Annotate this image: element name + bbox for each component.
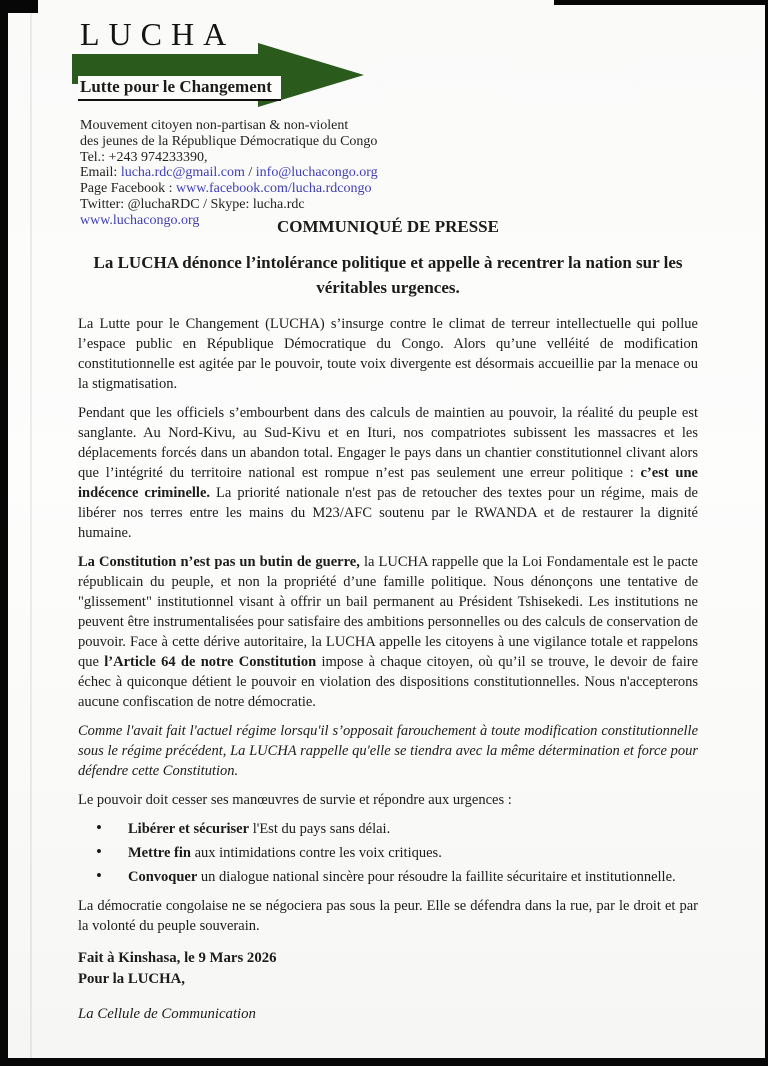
text-segment: Pendant que les officiels s’embourbent dans des calculs de maintien au pouvoir, la réalité du peuple est sanglante. Au Nord-Kivu, au Sud-Kivu et en Ituri, nos compatriotes subissent les massacres et les déplacements forcés dans un abandon total. Engager le pays dans un chantier constitutionnel clivant alors que l’intégrité du territoire national est rompue n’est pas seulement une erreur politique :: [78, 404, 698, 481]
text-segment: un dialogue national sincère pour résoudre la faillite sécuritaire et institutionnelle.: [197, 868, 676, 885]
text-segment: La Constitution n’est pas un butin de guerre,: [78, 553, 360, 570]
press-release-title: La LUCHA dénonce l’intolérance politique et appelle à recentrer la nation sur les véritables urgences.: [93, 252, 683, 297]
body-paragraph-italic: [78, 721, 698, 781]
text-segment: c’est une indécence criminelle.: [78, 464, 698, 501]
text-segment: Comme l'avait fait l'actuel régime lorsqu'il s’opposait farouchement à toute modification constitutionnelle sous le régime précédent, La LUCHA rappelle qu'elle se tiendra avec la même détermination et force pour défendre cette Constitution.: [78, 722, 698, 779]
paper-crease: [30, 0, 32, 1066]
org-info-block: [80, 118, 698, 229]
text-segment: La Lutte pour le Changement (LUCHA) s’insurge contre le climat de terreur intellectuelle qui pollue l’espace public en République Démocratique du Congo. Alors qu’une velléité de modification constitutionnelle est agitée par le pouvoir, toute voix divergente est désormais accueillie par la menace ou la stigmatisation.: [78, 315, 698, 392]
bullet-item: [78, 843, 698, 863]
urgences-intro-line: [78, 790, 698, 810]
text-segment: Twitter: @luchaRDC / Skype: lucha.rdc: [80, 196, 305, 212]
facebook-link[interactable]: www.facebook.com/lucha.rdcongo: [176, 181, 372, 197]
bullet-item: [78, 867, 698, 887]
text-segment: Page Facebook :: [80, 181, 177, 197]
text-segment: la LUCHA rappelle que la Loi Fondamentale est le pacte républicain du peuple, et non la propriété d’une famille politique. Nous dénonçons une tentative de "glissement" institutionnel visant à offrir un bail permanent au Président Tshisekedi. Les institutions ne peuvent être instrumentalisées pour satisfaire des ambitions personnelles ou des calculs de conservation de pouvoir. Face à cette dérive autoritaire, la LUCHA appelle les citoyens à une vigilance totale et rappelons que: [78, 553, 698, 670]
website-link[interactable]: www.luchacongo.org: [80, 212, 200, 228]
text-segment: des jeunes de la République Démocratique du Congo: [80, 133, 378, 149]
logo-wordmark: LUCHA: [80, 16, 236, 52]
phone-line: [80, 150, 698, 166]
bullet-item: [78, 819, 698, 839]
signature-line: La Cellule de Communication: [78, 1005, 256, 1022]
scan-edge-top-right: [554, 0, 768, 5]
email-gmail-link[interactable]: lucha.rdc@gmail.com: [120, 165, 245, 181]
date-line: Fait à Kinshasa, le 9 Mars 2026: [78, 949, 277, 966]
logo-tagline: Lutte pour le Changement: [78, 76, 281, 101]
text-segment: Libérer et sécuriser: [128, 820, 250, 837]
body-paragraph: [78, 403, 698, 543]
body-paragraph: [78, 552, 698, 712]
facebook-line: [80, 181, 698, 197]
org-description-line: [80, 134, 698, 150]
text-segment: l’Article 64 de notre Constitution: [104, 653, 317, 670]
text-segment: Le pouvoir doit cesser ses manœuvres de survie et répondre aux urgences :: [78, 791, 512, 808]
lucha-logo: [78, 16, 698, 102]
text-segment: Mettre fin: [128, 844, 191, 861]
email-luchacongo-link[interactable]: info@luchacongo.org: [255, 165, 378, 181]
press-release-kicker: COMMUNIQUÉ DE PRESSE: [277, 216, 499, 236]
scan-edge-top-left: [0, 0, 38, 13]
text-segment: l'Est du pays sans délai.: [249, 820, 391, 837]
text-segment: impose à chaque citoyen, où qu’il se trouve, le devoir de faire échec à quiconque détient le pouvoir en violation des dispositions constitutionnelles. Nous n'accepterons aucune confiscation de notre démocratie.: [78, 653, 699, 710]
text-segment: Convoquer: [128, 868, 198, 885]
body-paragraph: [78, 314, 698, 394]
text-segment: La priorité nationale n'est pas de retoucher des textes pour un régime, mais de libérer nos terres entre les mains du M23/AFC soutenu par le RWANDA et de restaurer la dignité humaine.: [78, 484, 698, 541]
text-segment: Tel.: +243 974233390,: [80, 149, 208, 165]
scan-edge-bottom: [0, 1058, 768, 1066]
scan-edge-left: [0, 0, 8, 1066]
email-line: [80, 165, 698, 181]
text-segment: Mouvement citoyen non-partisan & non-violent: [80, 118, 349, 133]
text-segment: aux intimidations contre les voix critiques.: [190, 844, 442, 861]
org-description-line: [80, 118, 698, 134]
twitter-skype-line: [80, 197, 698, 213]
text-segment: /: [244, 165, 256, 181]
document-content: [78, 16, 698, 1025]
urgences-bullet-list: [78, 819, 698, 887]
for-line: Pour la LUCHA,: [78, 970, 186, 987]
text-segment: Email:: [80, 165, 121, 181]
closing-paragraph: La démocratie congolaise ne se négociera pas sous la peur. Elle se défendra dans la rue, par le droit et par la volonté du peuple souverain.: [78, 897, 698, 934]
